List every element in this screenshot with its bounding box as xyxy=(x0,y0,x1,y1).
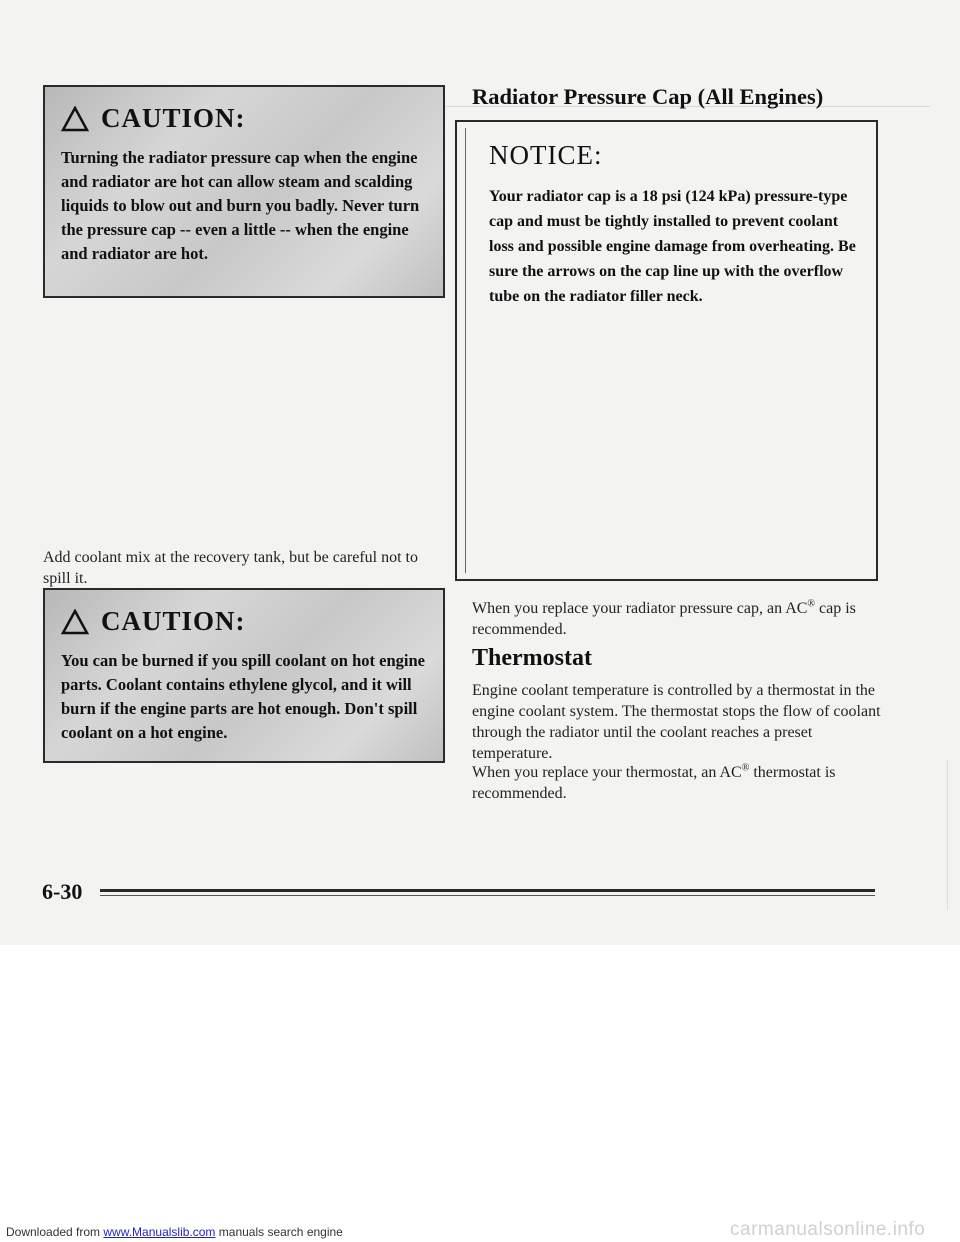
caution-text: You can be burned if you spill coolant on hot engine parts. Coolant contains ethylene glycol, and it will burn if the engine parts are hot enough. Don't spill coolant on a hot engine. xyxy=(61,651,425,742)
warning-triangle-icon xyxy=(61,609,89,635)
page-number: 6-30 xyxy=(42,879,83,904)
cap-recommendation-start: When you replace your radiator pressure cap, an AC xyxy=(472,600,808,617)
notice-side-rule xyxy=(465,128,466,573)
notice-box xyxy=(455,120,878,581)
thermostat-recommendation-start: When you replace your thermostat, an AC xyxy=(472,764,742,781)
thermostat-title: Thermostat xyxy=(472,645,592,671)
footer-rule xyxy=(100,889,875,892)
download-credit xyxy=(6,1225,343,1239)
footer-rule-thin xyxy=(100,895,875,896)
margin-line xyxy=(947,760,948,910)
warning-triangle-icon xyxy=(61,106,89,132)
watermark: carmanualsonline.info xyxy=(730,1219,926,1240)
caution-box-pressure-cap xyxy=(43,85,445,298)
thermostat-paragraph: Engine coolant temperature is controlled by a thermostat in the engine coolant system. The thermostat stops the flow of coolant through the radiator until the coolant reaches a preset temperature. xyxy=(472,682,881,762)
registered-mark: ® xyxy=(741,762,750,774)
download-credit-prefix: Downloaded from xyxy=(6,1225,104,1239)
cap-recommendation-paragraph xyxy=(472,598,892,640)
caution-text: Turning the radiator pressure cap when the engine and radiator are hot can allow steam and scalding liquids to blow out and burn you badly. Never turn the pressure cap -- even a little -- when the engine and radiator are hot. xyxy=(61,148,420,263)
cap-recommendation-end: cap is recommended. xyxy=(472,600,856,638)
notice-text: Your radiator cap is a 18 psi (124 kPa) pressure-type cap and must be tightly installed to prevent coolant loss and possible engine damage from overheating. Be sure the arrows on the cap line up with the overflow tube on the radiator filler neck. xyxy=(489,188,856,305)
manualslib-link[interactable]: www.Manualslib.com xyxy=(103,1225,216,1239)
coolant-mix-paragraph: Add coolant mix at the recovery tank, but be careful not to spill it. xyxy=(43,549,418,587)
caution-heading xyxy=(61,103,443,134)
registered-mark: ® xyxy=(807,598,816,610)
caution-heading xyxy=(61,606,443,637)
thermostat-recommendation-end: thermostat is recommended. xyxy=(472,764,836,802)
download-credit-suffix: manuals search engine xyxy=(215,1225,343,1239)
thermostat-recommendation-paragraph xyxy=(472,762,892,804)
caution-heading-label: CAUTION: xyxy=(101,606,246,636)
radiator-pressure-cap-title: Radiator Pressure Cap (All Engines) xyxy=(472,84,824,109)
caution-heading-label: CAUTION: xyxy=(101,103,246,133)
caution-box-spill-coolant xyxy=(43,588,445,763)
notice-heading: NOTICE: xyxy=(489,140,603,170)
